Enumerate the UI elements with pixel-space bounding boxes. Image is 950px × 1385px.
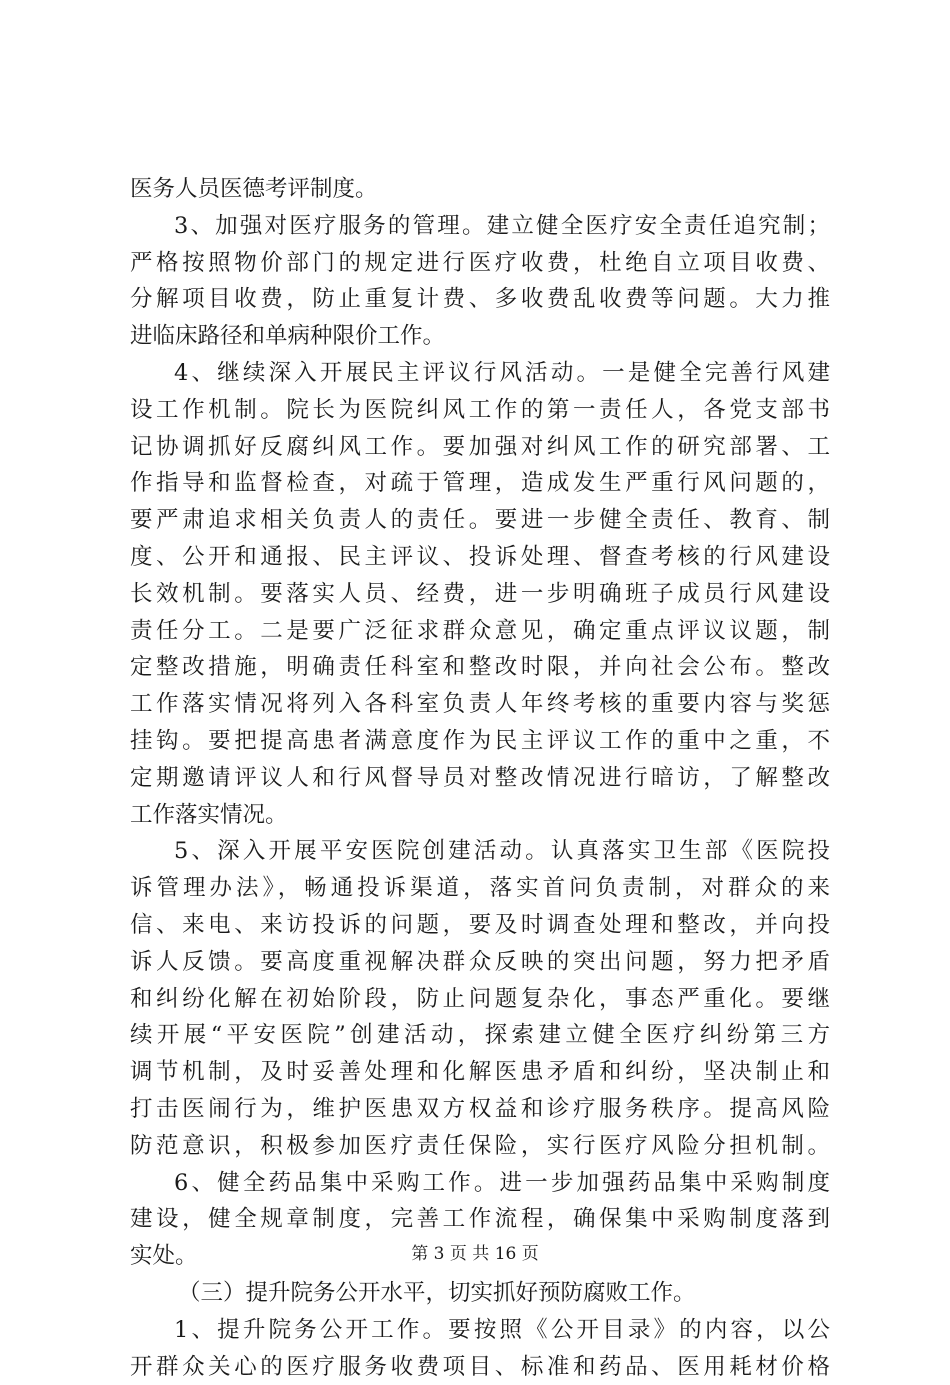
- section-heading: （三）提升院务公开水平，切实抓好预防腐败工作。: [130, 1275, 830, 1312]
- text-line: 1、提升院务公开工作。要按照《公开目录》的内容，以公: [130, 1312, 830, 1349]
- text-line: 定期邀请评议人和行风督导员对整改情况进行暗访，了解整改: [130, 760, 830, 797]
- text-line: 定整改措施，明确责任科室和整改时限，并向社会公布。整改: [130, 649, 830, 686]
- text-line: 诉人反馈。要高度重视解决群众反映的突出问题，努力把矛盾: [130, 944, 830, 981]
- text-line: 和纠纷化解在初始阶段，防止问题复杂化，事态严重化。要继: [130, 981, 830, 1018]
- text-line: 3、加强对医疗服务的管理。建立健全医疗安全责任追究制；: [130, 208, 830, 245]
- text-line: 记协调抓好反腐纠风工作。要加强对纠风工作的研究部署、工: [130, 429, 830, 466]
- text-line: 实处。: [130, 1238, 830, 1275]
- text-line: 度、公开和通报、民主评议、投诉处理、督查考核的行风建设: [130, 539, 830, 576]
- text-line: 防范意识，积极参加医疗责任保险，实行医疗风险分担机制。: [130, 1128, 830, 1165]
- text-line: 打击医闹行为，维护医患双方权益和诊疗服务秩序。提高风险: [130, 1091, 830, 1128]
- text-line: 进临床路径和单病种限价工作。: [130, 318, 830, 355]
- text-line: 设工作机制。院长为医院纠风工作的第一责任人，各党支部书: [130, 392, 830, 429]
- text-line: 5、深入开展平安医院创建活动。认真落实卫生部《医院投: [130, 833, 830, 870]
- text-line: 续开展“平安医院”创建活动，探索建立健全医疗纠纷第三方: [130, 1017, 830, 1054]
- text-line: 要严肃追求相关负责人的责任。要进一步健全责任、教育、制: [130, 502, 830, 539]
- document-body: [130, 171, 830, 1385]
- page-number-footer: 第 3 页 共 16 页: [0, 1243, 950, 1265]
- text-line: 4、继续深入开展民主评议行风活动。一是健全完善行风建: [130, 355, 830, 392]
- text-line: 开群众关心的医疗服务收费项目、标准和药品、医用耗材价格: [130, 1349, 830, 1385]
- text-line: 信、来电、来访投诉的问题，要及时调查处理和整改，并向投: [130, 907, 830, 944]
- text-line: 建设，健全规章制度，完善工作流程，确保集中采购制度落到: [130, 1201, 830, 1238]
- text-line: 工作落实情况。: [130, 797, 830, 834]
- text-line: 长效机制。要落实人员、经费，进一步明确班子成员行风建设: [130, 576, 830, 613]
- text-line: 作指导和监督检查，对疏于管理，造成发生严重行风问题的，: [130, 465, 830, 502]
- text-line: 严格按照物价部门的规定进行医疗收费，杜绝自立项目收费、: [130, 245, 830, 282]
- text-line: 6、健全药品集中采购工作。进一步加强药品集中采购制度: [130, 1165, 830, 1202]
- text-line: 调节机制，及时妥善处理和化解医患矛盾和纠纷，坚决制止和: [130, 1054, 830, 1091]
- text-line: 责任分工。二是要广泛征求群众意见，确定重点评议议题，制: [130, 613, 830, 650]
- text-line: 医务人员医德考评制度。: [130, 171, 830, 208]
- text-line: 挂钩。要把提高患者满意度作为民主评议工作的重中之重，不: [130, 723, 830, 760]
- text-line: 工作落实情况将列入各科室负责人年终考核的重要内容与奖惩: [130, 686, 830, 723]
- text-line: 诉管理办法》，畅通投诉渠道，落实首问负责制，对群众的来: [130, 870, 830, 907]
- text-line: 分解项目收费，防止重复计费、多收费乱收费等问题。大力推: [130, 281, 830, 318]
